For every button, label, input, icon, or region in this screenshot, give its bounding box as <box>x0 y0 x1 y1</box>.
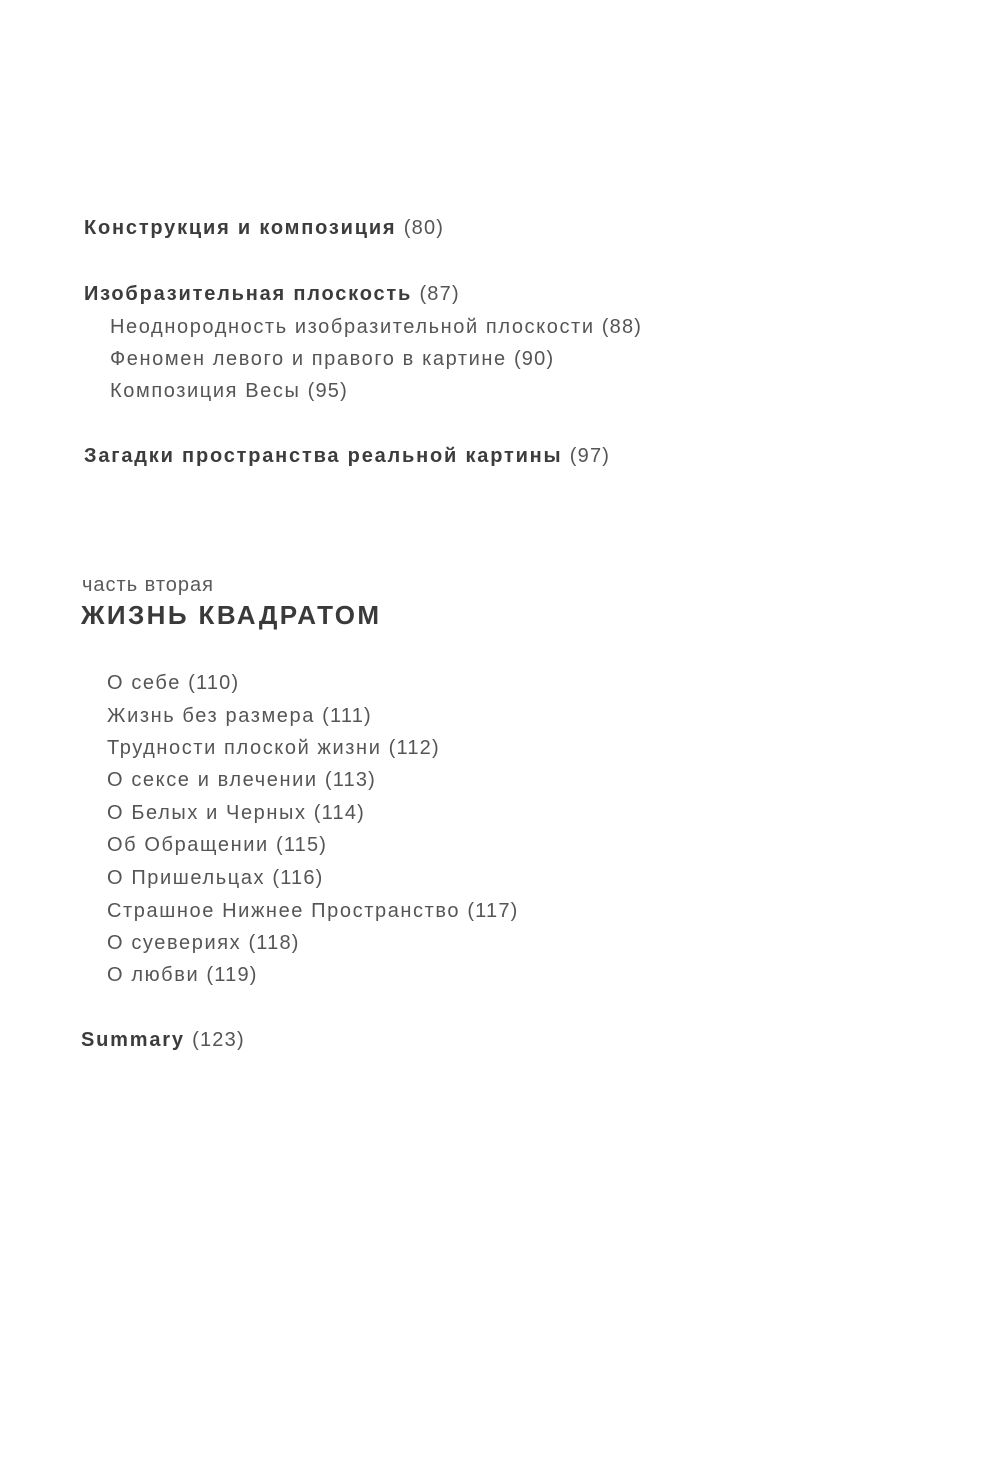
toc-entry-title: Композиция Весы <box>110 380 301 402</box>
toc-entry-page: (113) <box>324 769 377 791</box>
toc-entry-title: О Пришельцах <box>107 867 266 889</box>
toc-entry-page: (123) <box>192 1029 245 1051</box>
toc-subentry[interactable] <box>110 347 554 371</box>
part-label: часть вторая <box>82 574 214 596</box>
toc-entry-picture-plane[interactable] <box>84 282 460 306</box>
toc-subentry[interactable] <box>107 866 324 890</box>
toc-entry-page: (118) <box>248 932 300 954</box>
toc-entry-page: (116) <box>272 867 324 889</box>
toc-entry-page: (110) <box>188 672 240 694</box>
toc-entry-title: О Белых и Черных <box>107 802 307 824</box>
toc-subentry[interactable] <box>107 801 365 825</box>
toc-entry-title: Страшное Нижнее Пространство <box>107 900 461 922</box>
toc-entry-page: (115) <box>275 834 328 856</box>
toc-entry-title: Трудности плоской жизни <box>107 737 382 759</box>
toc-entry-title: Изобразительная плоскость <box>84 283 413 305</box>
toc-subentry[interactable] <box>107 899 519 923</box>
toc-entry-composition[interactable] <box>84 216 444 240</box>
toc-subentry[interactable] <box>107 704 372 728</box>
toc-entry-title: Неоднородность изобразительной плоскости <box>110 316 595 338</box>
toc-entry-title: О сексе и влечении <box>107 769 318 791</box>
toc-entry-space-riddles[interactable] <box>84 444 610 468</box>
toc-subentry[interactable] <box>107 833 327 857</box>
toc-entry-title: Об Обращении <box>107 834 269 856</box>
toc-entry-page: (87) <box>419 283 460 305</box>
part-title: ЖИЗНЬ КВАДРАТОМ <box>81 600 382 630</box>
toc-entry-title: О себе <box>107 672 181 694</box>
toc-entry-page: (90) <box>513 348 555 370</box>
toc-subentry[interactable] <box>107 768 376 792</box>
toc-subentry[interactable] <box>107 736 440 760</box>
toc-entry-page: (80) <box>403 217 445 239</box>
toc-entry-title: О суевериях <box>107 932 242 954</box>
toc-subentry[interactable] <box>107 963 258 987</box>
toc-entry-page: (112) <box>388 737 440 759</box>
toc-subentry[interactable] <box>110 379 348 403</box>
toc-subentry[interactable] <box>110 315 642 339</box>
toc-entry-page: (97) <box>569 445 611 467</box>
toc-entry-page: (95) <box>307 380 348 402</box>
toc-entry-title: Summary <box>81 1029 185 1051</box>
toc-entry-page: (111) <box>322 705 372 727</box>
toc-entry-title: Конструкция и композиция <box>84 217 397 239</box>
toc-entry-title: Загадки пространства реальной картины <box>84 445 563 467</box>
toc-entry-title: Феномен левого и правого в картине <box>110 348 507 370</box>
toc-entry-title: Жизнь без размера <box>107 705 315 727</box>
toc-entry-page: (119) <box>206 964 258 986</box>
toc-entry-page: (88) <box>601 316 643 338</box>
toc-entry-summary[interactable] <box>81 1028 245 1052</box>
toc-subentry[interactable] <box>107 931 300 955</box>
toc-entry-title: О любви <box>107 964 200 986</box>
toc-entry-page: (114) <box>313 802 366 824</box>
toc-entry-page: (117) <box>467 900 519 922</box>
toc-subentry[interactable] <box>107 671 239 695</box>
